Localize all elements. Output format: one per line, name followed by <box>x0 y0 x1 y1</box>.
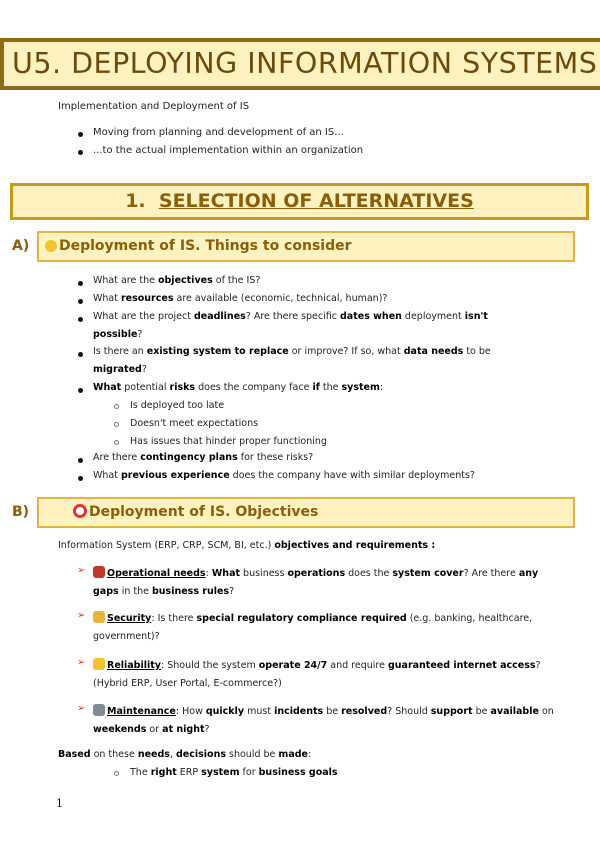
decisions-lead: Based on these needs, decisions should be made: <box>58 749 312 760</box>
subsection-a-title: Deployment of IS. Things to consider <box>45 238 352 254</box>
operational-needs-continuation: gaps in the business rules? <box>93 586 235 597</box>
sub-list-item: Doesn't meet expectations <box>130 418 259 429</box>
bullet-dot <box>78 299 83 304</box>
lock-icon <box>93 611 105 623</box>
intro-bullet-1: Moving from planning and development of an IS... <box>93 127 344 138</box>
arrow-bullet-icon: ➢ <box>77 703 86 714</box>
security-continuation: government)? <box>93 631 160 642</box>
decision-item: The right ERP system for business goals <box>130 767 338 778</box>
sub-list-item: Has issues that hinder proper functioning <box>130 436 327 447</box>
bullet-dot <box>78 281 83 286</box>
list-item: Is there an existing system to replace or improve? If so, what data needs to be <box>93 346 491 357</box>
objectives-lead: Information System (ERP, CRP, SCM, BI, etc.) objectives and requirements : <box>58 540 436 551</box>
maintenance-item: Maintenance: How quickly must incidents be resolved? Should support be available on <box>93 703 554 721</box>
sub-bullet-circle <box>114 422 119 427</box>
bullet-dot <box>78 132 83 137</box>
crossed-fingers-icon <box>93 658 105 670</box>
page-title: U5. DEPLOYING INFORMATION SYSTEMS <box>12 47 598 80</box>
bullet-dot <box>78 458 83 463</box>
arrow-bullet-icon: ➢ <box>77 565 86 576</box>
security-item: Security: Is there special regulatory compliance required (e.g. banking, healthcare, <box>93 610 532 628</box>
reliability-item: Reliability: Should the system operate 24/7 and require guaranteed internet access? <box>93 657 541 675</box>
list-item: What previous experience does the company have with similar deployments? <box>93 470 475 481</box>
bullet-dot <box>78 317 83 322</box>
sub-bullet-circle <box>114 771 119 776</box>
page-number: 1 <box>56 797 63 810</box>
section-title <box>10 190 589 212</box>
bullet-dot <box>78 388 83 393</box>
list-item: What are the objectives of the IS? <box>93 275 261 286</box>
subsection-a-letter: A) <box>12 238 30 254</box>
bullet-dot <box>78 352 83 357</box>
target-icon <box>73 504 87 518</box>
bullet-dot <box>78 150 83 155</box>
section-title-text: SELECTION OF ALTERNATIVES <box>158 190 474 212</box>
arrow-bullet-icon: ➢ <box>77 657 86 668</box>
thinking-face-icon <box>45 240 57 252</box>
list-item: Are there contingency plans for these risks? <box>93 452 314 463</box>
operational-needs-item: Operational needs: What business operations does the system cover? Are there any <box>93 565 538 583</box>
section-number: 1. <box>125 190 146 212</box>
bullet-dot <box>78 476 83 481</box>
tools-icon <box>93 704 105 716</box>
list-item: What potential risks does the company face if the system: <box>93 382 384 393</box>
arrow-bullet-icon: ➢ <box>77 610 86 621</box>
sub-bullet-circle <box>114 404 119 409</box>
reliability-continuation: (Hybrid ERP, User Portal, E-commerce?) <box>93 678 282 689</box>
abacus-icon <box>93 566 105 578</box>
intro-heading: Implementation and Deployment of IS <box>58 101 250 112</box>
maintenance-continuation: weekends or at night? <box>93 724 210 735</box>
subsection-b-letter: B) <box>12 504 30 520</box>
list-item: What resources are available (economic, technical, human)? <box>93 293 388 304</box>
subsection-b-title: Deployment of IS. Objectives <box>73 504 318 520</box>
sub-list-item: Is deployed too late <box>130 400 225 411</box>
list-item: What are the project deadlines? Are there specific dates when deployment isn't <box>93 311 488 322</box>
list-item-continuation: possible? <box>93 329 143 340</box>
list-item-continuation: migrated? <box>93 364 147 375</box>
intro-bullet-2: ...to the actual implementation within an organization <box>93 145 364 156</box>
sub-bullet-circle <box>114 440 119 445</box>
